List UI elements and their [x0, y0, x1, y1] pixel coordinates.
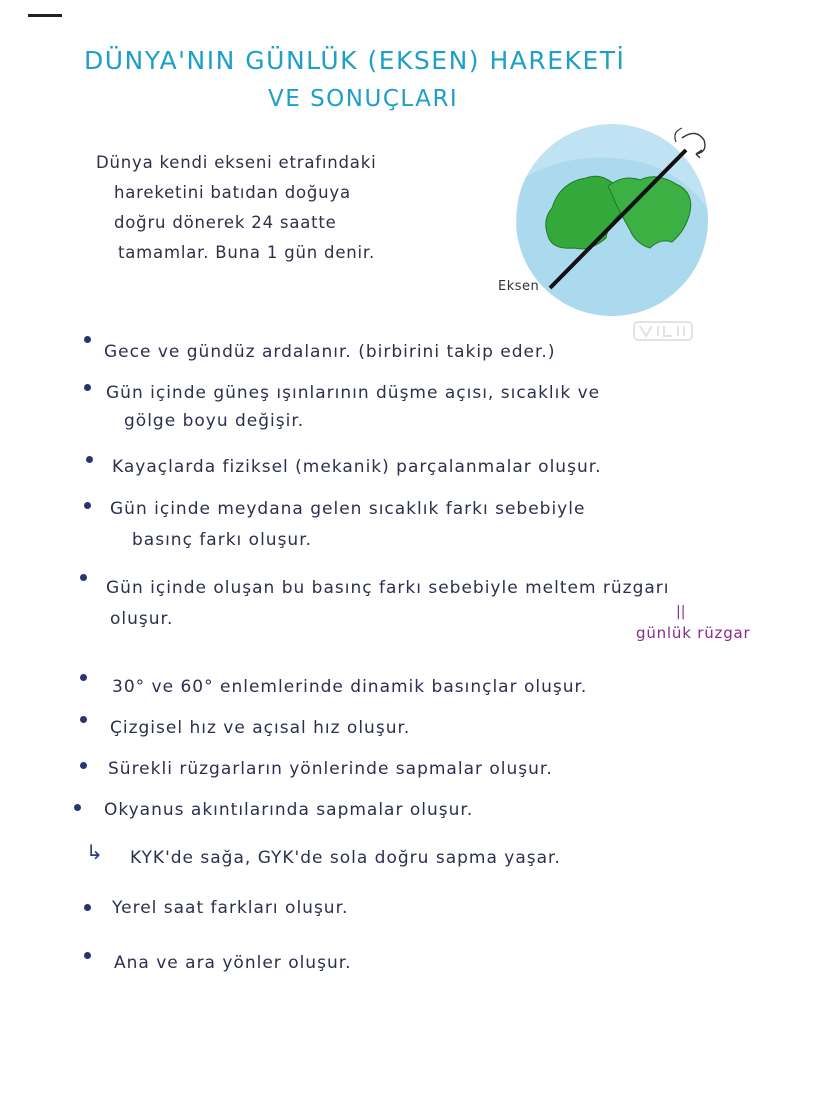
axis-label: Eksen: [498, 279, 540, 294]
watermark-logo: [632, 318, 694, 344]
list-item: Kayaçlarda fiziksel (mekanik) parçalanmalar oluşur.: [112, 457, 602, 477]
list-item: Sürekli rüzgarların yönlerinde sapmalar oluşur.: [108, 759, 553, 779]
bullet-dot: [80, 716, 87, 723]
list-item: Çizgisel hız ve açısal hız oluşur.: [110, 718, 411, 738]
intro-line: Dünya kendi ekseni etrafındaki: [96, 153, 377, 172]
list-item: Ana ve ara yönler oluşur.: [114, 953, 352, 973]
bullet-dot: [80, 674, 87, 681]
bullet-dot: [84, 336, 91, 343]
page-title-line-1: DÜNYA'NIN GÜNLÜK (EKSEN) HAREKETİ: [84, 46, 626, 75]
list-item-continuation: oluşur.: [110, 609, 174, 629]
bullet-dot: [86, 456, 93, 463]
page-title-line-2: VE SONUÇLARI: [268, 86, 459, 112]
list-item: Gece ve gündüz ardalanır. (birbirini takip eder.): [104, 342, 556, 362]
margin-note: günlük rüzgar: [636, 624, 751, 642]
intro-paragraph: [96, 148, 456, 268]
list-item-continuation: gölge boyu değişir.: [124, 411, 305, 431]
list-item: Gün içinde güneş ışınlarının düşme açısı, sıcaklık ve: [106, 383, 601, 403]
list-item: Gün içinde meydana gelen sıcaklık farkı sebebiyle: [110, 499, 586, 519]
corner-dash: [28, 14, 62, 17]
sub-arrow-icon: ↳: [86, 840, 103, 864]
sub-note: KYK'de sağa, GYK'de sola doğru sapma yaşar.: [130, 848, 561, 868]
bullet-dot: [80, 574, 87, 581]
list-item: Yerel saat farkları oluşur.: [112, 898, 349, 918]
list-item: Gün içinde oluşan bu basınç farkı sebebiyle meltem rüzgarı: [106, 578, 670, 598]
list-item: 30° ve 60° enlemlerinde dinamik basınçlar oluşur.: [112, 677, 588, 697]
bullet-dot: [84, 904, 91, 911]
intro-line: hareketini batıdan doğuya: [114, 183, 351, 202]
intro-line: doğru dönerek 24 saatte: [114, 213, 337, 232]
bullet-dot: [74, 804, 81, 811]
list-item: Okyanus akıntılarında sapmalar oluşur.: [104, 800, 474, 820]
equals-mark: ||: [676, 604, 686, 620]
bullet-dot: [80, 762, 87, 769]
bullet-dot: [84, 502, 91, 509]
bullet-dot: [84, 384, 91, 391]
list-item-continuation: basınç farkı oluşur.: [132, 530, 313, 550]
intro-line: tamamlar. Buna 1 gün denir.: [118, 243, 376, 262]
bullet-dot: [84, 952, 91, 959]
